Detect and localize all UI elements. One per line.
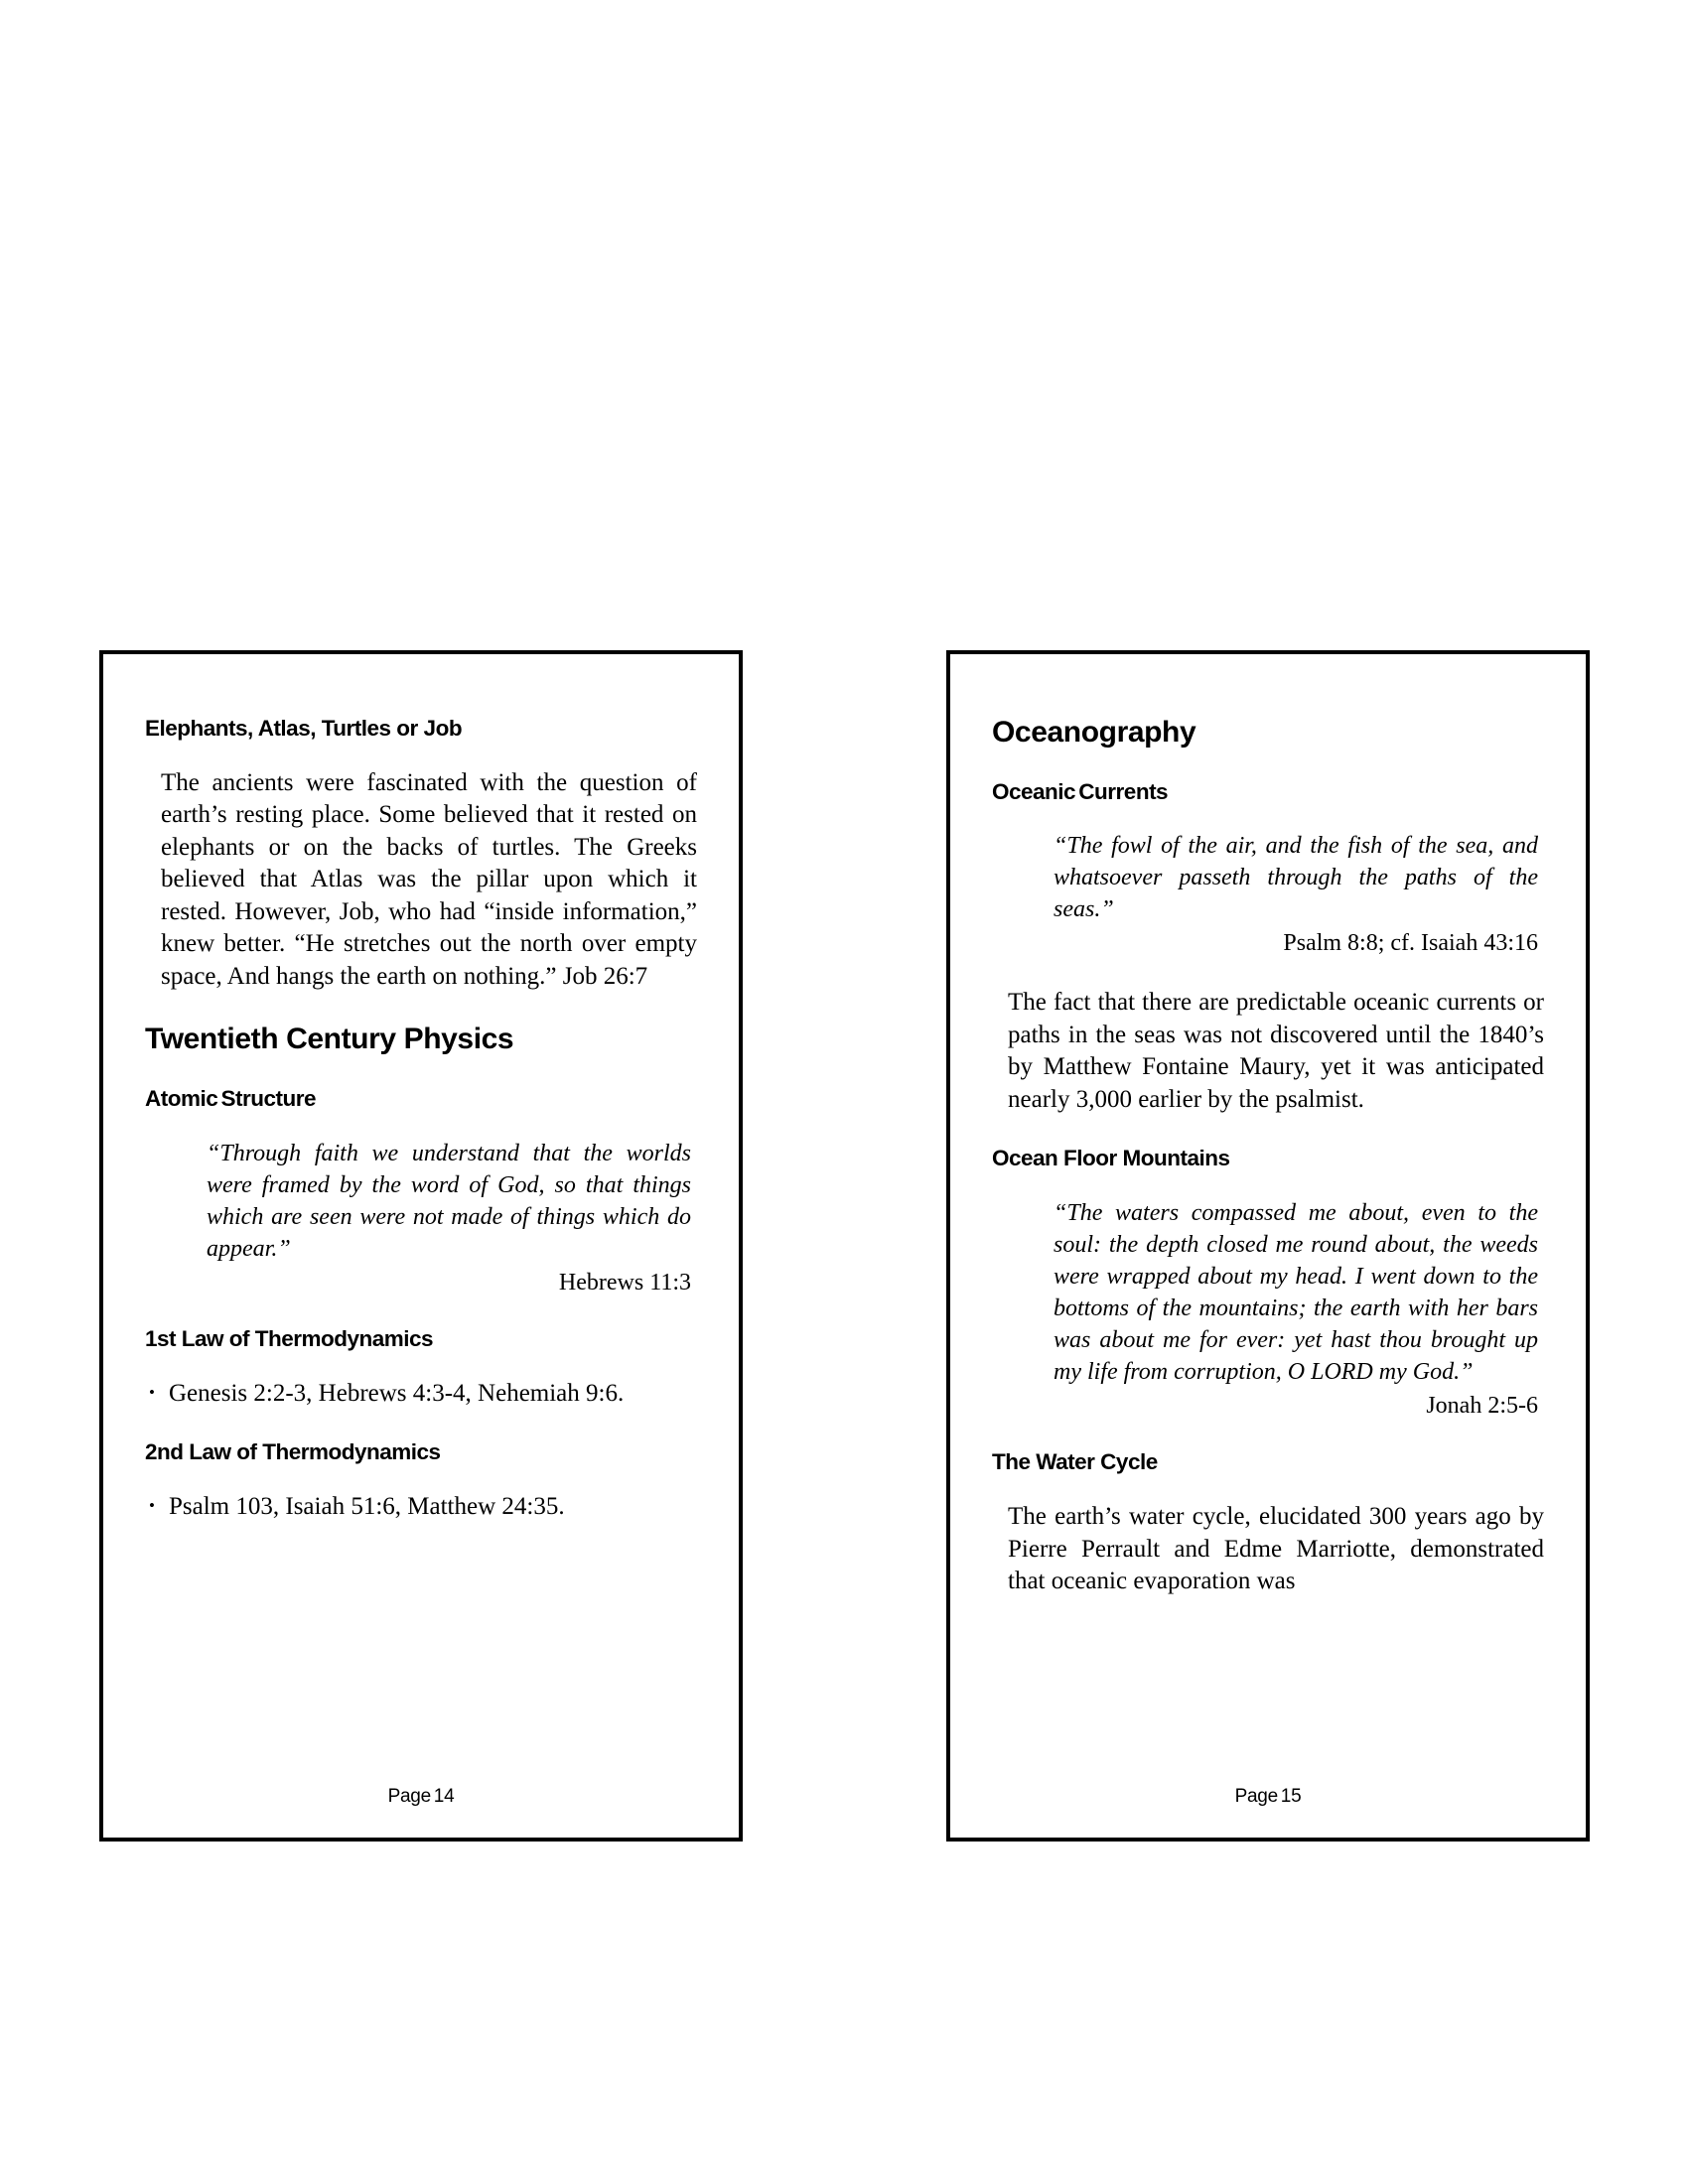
page-number-right: Page 15 xyxy=(1234,1786,1302,1807)
page-right xyxy=(946,650,1590,1842)
page-left-content xyxy=(103,654,739,1838)
heading-elephants-atlas-turtles-or-job: Elephants, Atlas, Turtles or Job xyxy=(145,716,463,741)
quote-jonah-2-5-6 xyxy=(992,1197,1544,1422)
heading-1st-law-of-thermodynamics: 1st Law of Thermodynamics xyxy=(145,1325,434,1351)
citation-hebrews: Hebrews 11:3 xyxy=(558,1269,691,1296)
heading-oceanic-currents: Oceanic Currents xyxy=(992,778,1169,804)
heading-twentieth-century-physics: Twentieth Century Physics xyxy=(145,1023,514,1056)
list-item: • Genesis 2:2-3, Hebrews 4:3-4, Nehemiah 9:6. xyxy=(149,1378,697,1410)
quote-psalm-8-8 xyxy=(992,830,1544,959)
reference-list-second-law xyxy=(145,1491,697,1523)
list-item: • Psalm 103, Isaiah 51:6, Matthew 24:35. xyxy=(149,1491,697,1523)
paragraph-ancients-resting-place: The ancients were fascinated with the question of earth’s resting place. Some believed that it rested on elephants or on the backs of turtles. The Greeks believed that Atlas was the pillar upon which it rested. However, Job, who had “inside information,” knew better. “He stretches out the north over empty space, And hangs the earth on nothing.” Job 26:7 xyxy=(161,768,697,990)
page-left xyxy=(99,650,743,1842)
heading-2nd-law-of-thermodynamics: 2nd Law of Thermodynamics xyxy=(145,1438,441,1464)
quote-hebrews-11-3 xyxy=(145,1138,697,1298)
heading-oceanography: Oceanography xyxy=(992,716,1196,749)
paragraph-water-cycle: The earth’s water cycle, elucidated 300 years ago by Pierre Perrault and Edme Marriotte, demonstrated that oceanic evaporation was xyxy=(1008,1503,1544,1595)
citation-jonah: Jonah 2:5-6 xyxy=(1426,1393,1538,1420)
citation-psalm: Psalm 8:8; cf. Isaiah 43:16 xyxy=(1283,930,1538,957)
quote-psalm-text: “The fowl of the air, and the fish of the sea, and whatsoever passeth through the paths of the seas.” xyxy=(1054,833,1538,923)
heading-ocean-floor-mountains: Ocean Floor Mountains xyxy=(992,1146,1230,1171)
page-number-left: Page 14 xyxy=(387,1786,455,1807)
quote-jonah-text: “The waters compassed me about, even to the soul: the depth closed me round about, the weeds were wrapped about my head. I went down to the bottoms of the mountains; the earth with her bars was about me for ever: yet hast thou brought up my life from corruption, O LORD my God.” xyxy=(1054,1200,1538,1386)
reference-list-first-law xyxy=(145,1378,697,1410)
page-right-content xyxy=(950,654,1586,1838)
paragraph-oceanic-currents: The fact that there are predictable oceanic currents or paths in the seas was not discovered until the 1840’s by Matthew Fontaine Maury, yet it was anticipated nearly 3,000 earlier by the psalmist. xyxy=(1008,989,1544,1113)
quote-hebrews-text: “Through faith we understand that the worlds were framed by the word of God, so that things which are seen were not made of things which do appear.” xyxy=(207,1140,691,1262)
heading-the-water-cycle: The Water Cycle xyxy=(992,1449,1158,1475)
heading-atomic-structure: Atomic Structure xyxy=(145,1085,317,1111)
